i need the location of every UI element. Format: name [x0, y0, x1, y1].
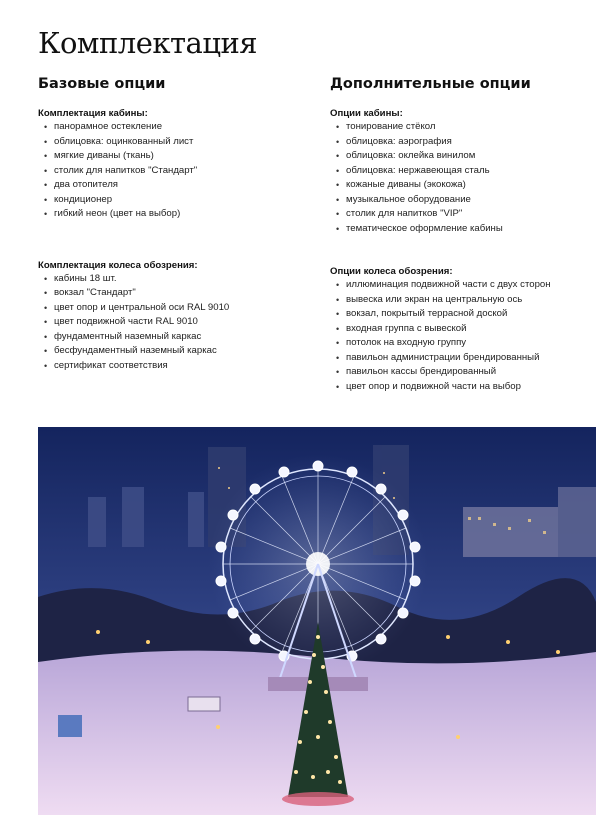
basic-options-column — [38, 74, 318, 402]
list-item: • сертификат соответствия — [38, 359, 318, 374]
page-title: Комплектация — [38, 26, 258, 60]
list-item: • столик для напитков "Стандарт" — [38, 164, 318, 179]
list-item: • мягкие диваны (ткань) — [38, 149, 318, 164]
list-item: • столик для напитков "VIP" — [330, 207, 609, 222]
list-item: • кондиционер — [38, 193, 318, 208]
list-item: • бесфундаментный наземный каркас — [38, 344, 318, 359]
additional-wheel-list — [330, 278, 609, 394]
basic-wheel-group — [38, 259, 318, 374]
additional-cabin-title: Опции кабины: — [330, 108, 403, 119]
list-item: • тонирование стёкол — [330, 120, 609, 135]
list-item: • цвет подвижной части RAL 9010 — [38, 315, 318, 330]
list-item: • павильон кассы брендированный — [330, 365, 609, 380]
list-item: • кожаные диваны (экокожа) — [330, 178, 609, 193]
list-item: • иллюминация подвижной части с двух сторон — [330, 278, 609, 293]
list-item: • вокзал, покрытый террасной доской — [330, 307, 609, 322]
basic-cabin-group — [38, 107, 318, 222]
additional-cabin-list — [330, 120, 609, 236]
list-item: • потолок на входную группу — [330, 336, 609, 351]
list-item: • тематическое оформление кабины — [330, 222, 609, 237]
list-item: • павильон администрации брендированный — [330, 351, 609, 366]
list-item: • цвет опор и подвижной части на выбор — [330, 380, 609, 395]
basic-cabin-list — [38, 120, 318, 222]
list-item: • музыкальное оборудование — [330, 193, 609, 208]
additional-options-heading: Дополнительные опции — [330, 76, 531, 92]
list-item: • два отопителя — [38, 178, 318, 193]
basic-wheel-title: Комплектация колеса обозрения: — [38, 259, 198, 271]
basic-cabin-title: Комплектация кабины: — [38, 108, 148, 119]
list-item: • вокзал "Стандарт" — [38, 286, 318, 301]
list-item: • фундаментный наземный каркас — [38, 330, 318, 345]
list-item: • гибкий неон (цвет на выбор) — [38, 207, 318, 222]
list-item: • облицовка: оклейка винилом — [330, 149, 609, 164]
basic-wheel-list — [38, 272, 318, 374]
additional-cabin-group — [330, 107, 609, 236]
ferris-wheel-night-scene — [38, 427, 596, 815]
list-item: • вывеска или экран на центральную ось — [330, 293, 609, 308]
basic-options-heading: Базовые опции — [38, 76, 166, 92]
additional-wheel-group — [330, 265, 609, 394]
list-item: • входная группа с вывеской — [330, 322, 609, 337]
ferris-wheel-photo — [38, 427, 596, 815]
list-item: • панорамное остекление — [38, 120, 318, 135]
list-item: • облицовка: нержавеющая сталь — [330, 164, 609, 179]
additional-wheel-title: Опции колеса обозрения: — [330, 266, 453, 277]
list-item: • цвет опор и центральной оси RAL 9010 — [38, 301, 318, 316]
list-item: • кабины 18 шт. — [38, 272, 318, 287]
additional-options-column — [330, 74, 609, 423]
list-item: • облицовка: аэрография — [330, 135, 609, 150]
list-item: • облицовка: оцинкованный лист — [38, 135, 318, 150]
